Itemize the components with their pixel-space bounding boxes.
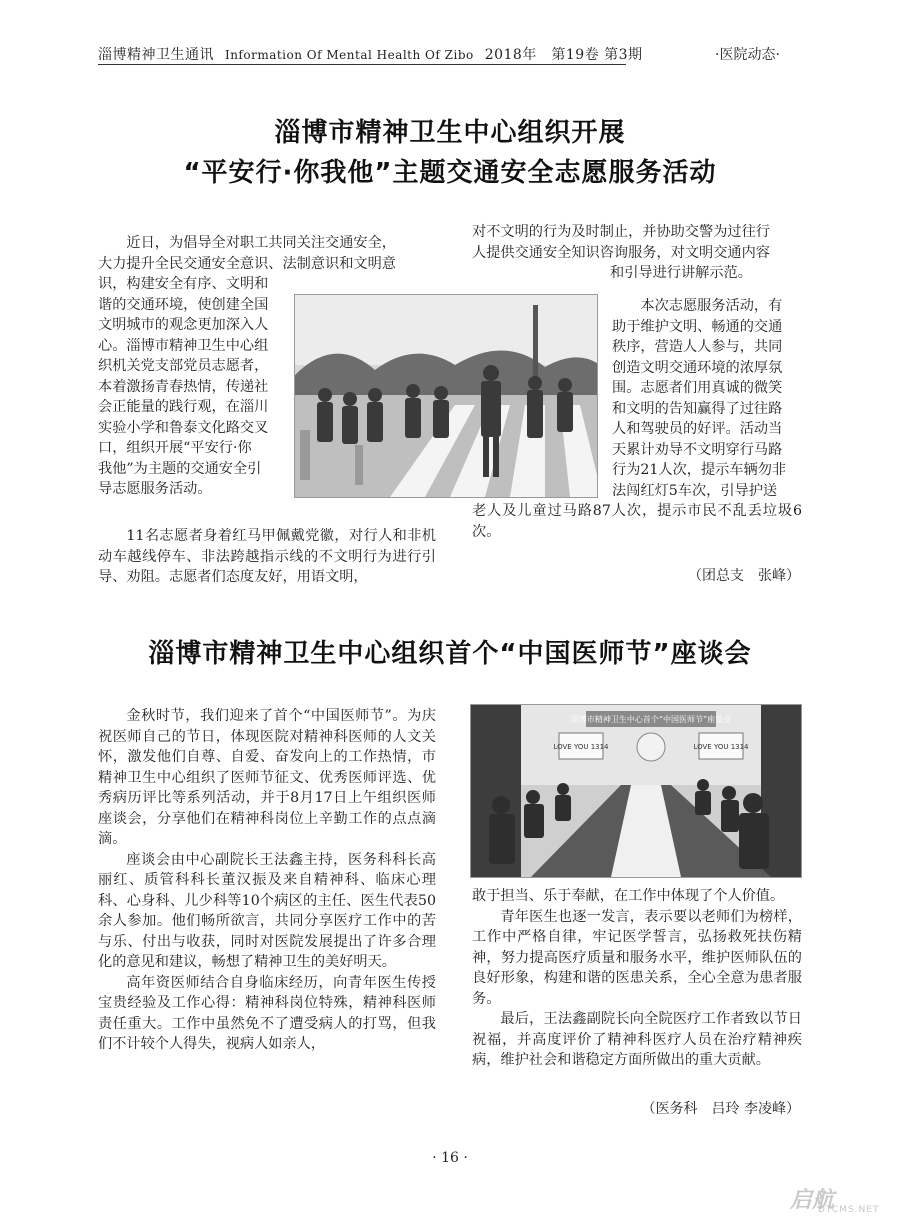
article1-text-line: 人和驾驶员的好评。活动当 [612, 421, 783, 437]
volunteers-crosswalk-photo [294, 294, 598, 498]
header-rule [98, 64, 626, 65]
article1-text-line: 织机关党支部党员志愿者， [98, 358, 269, 374]
article2-paragraph: 金秋时节，我们迎来了首个“中国医师节”。为庆祝医师自己的节日，体现医院对精神科医师的人文关怀，激发他们自尊、自爱、奋发向上的工作热情，市精神卫生中心组织了医师节征文、优秀医师评选、优秀病历评比等系列活动，并于8月17日上午组织医师座谈会，分享他们在精神科岗位上辛勤工作的点点滴滴。 [98, 708, 436, 847]
article1-text-line: 本次志愿服务活动，有 [640, 298, 783, 314]
article1-wrap-column [98, 274, 293, 500]
article1-text-line: 大力提升全民交通安全意识、法制意识和文明意 [98, 255, 396, 272]
article1-text-line: 谐的交通环境，使创建全国 [98, 296, 269, 313]
journal-header [98, 44, 643, 64]
article1-text-line: 行为21人次，提示车辆勿非 [612, 462, 787, 478]
article2-paragraph: 最后，王法鑫副院长向全院医疗工作者致以节日祝福，并高度评价了精神科医疗人员在治疗精神疾病，维护社会和谐稳定方面所做出的重大贡献。 [472, 1011, 802, 1068]
page-number: · 16 · [432, 1150, 468, 1166]
journal-name: 淄博精神卫生通讯 [98, 47, 214, 63]
article1-text-line: 心。淄博市精神卫生中心组 [98, 337, 269, 354]
article2-left-column [98, 706, 436, 1055]
article1-text-line: 天累计劝导不文明穿行马路 [612, 441, 783, 458]
article1-right-wrap [612, 296, 802, 501]
photo-sign-left: LOVE YOU 1314 [553, 743, 609, 751]
article1-title-line1: 淄博市精神卫生中心组织开展 [274, 118, 626, 148]
article1-text-line: 老人及儿童过马路87人次，提示市民不乱丢垃圾6次。 [472, 503, 802, 540]
article2-right-column [472, 886, 802, 1071]
article1-text-line: 实验小学和鲁泰文化路交叉 [98, 419, 269, 436]
article1-text-line: 创造文明交通环境的浓厚氛 [612, 359, 783, 376]
article1-text-line: 法闯红灯5车次，引导护送 [612, 482, 778, 499]
journal-name-en: Information Of Mental Health Of Zibo [224, 48, 474, 62]
article1-right-end [472, 501, 802, 542]
article1-text-line: 会正能量的践行观，在淄川 [98, 399, 269, 415]
article1-signature: （团总支 张峰） [688, 568, 800, 584]
article1-text-line: 对不文明的行为及时制止，并协助交警为过往行 [472, 224, 770, 240]
article1-paragraph-2 [98, 526, 436, 588]
article1-text-line: 和文明的告知赢得了过往路 [612, 400, 783, 417]
article1-text-line: 助于维护文明、畅通的交通 [612, 318, 783, 335]
section-label: ·医院动态· [715, 47, 780, 63]
watermark-logo: 启航 [790, 1188, 835, 1213]
article1-text-line: 口，组织开展“平安行·你 [98, 440, 252, 456]
article2-paragraph: 高年资医师结合自身临床经历，向青年医生传授宝贵经验及工作心得：精神科岗位特殊，精神科医师责任重大。工作中虽然免不了遭受病人的打骂，但我们不计较个人得失，视病人如亲人， [98, 974, 436, 1052]
article1-text-line: 本着激扬青春热情，传递社 [98, 378, 269, 395]
watermark-logo-sub: DTCMS.NET [818, 1205, 880, 1215]
photo-sign-right: LOVE YOU 1314 [693, 743, 749, 751]
article1-text-line: 我他”为主题的交通安全引 [98, 460, 262, 477]
article2-paragraph: 青年医生也逐一发言，表示要以老师们为榜样，工作中严格自律，牢记医学誓言，弘扬救死扶伤精神，努力提高医疗质量和服务水平，维护医师队伍的良好形象，构建和谐的医患关系，全心全意为患者服务。 [472, 908, 802, 1007]
article1-text-line: 识，构建安全有序、文明和 [98, 276, 269, 292]
article1-text-line: 导志愿服务活动。 [98, 481, 212, 497]
article1-left-column [98, 233, 436, 274]
article2-paragraph: 座谈会由中心副院长王法鑫主持，医务科科长高丽红、质管科科长董汉振及来自精神科、临床心理科、心身科、儿少科等10个病区的主任、医生代表50余人参加。他们畅所欲言，共同分享医疗工作中的苦与乐、付出与收获，同时对医院发展提出了许多合理化的意见和建议，畅想了精神卫生的美好明天。 [98, 851, 436, 970]
article2-text-line: 敢于担当、乐于奉献，在工作中体现了个人价值。 [472, 888, 785, 904]
article1-right-column [472, 222, 802, 284]
article2-signature: （医务科 吕玲 李凌峰） [641, 1101, 800, 1117]
article2-title: 淄博市精神卫生中心组织首个“中国医师节”座谈会 [148, 639, 752, 669]
article1-text-line: 和引导进行讲解示范。 [610, 265, 752, 281]
article1-paragraph: 11名志愿者身着红马甲佩戴党徽，对行人和非机动车越线停车、非法跨越指示线的不文明行为进行引导、劝阻。志愿者们态度友好，用语文明， [98, 528, 436, 585]
meeting-room-photo [470, 704, 802, 878]
article1-title-line2: “平安行·你我他”主题交通安全志愿服务活动 [183, 158, 717, 188]
issue-info: 2018年 第19卷 第3期 [484, 47, 643, 63]
article1-text-line: 文明城市的观念更加深入人 [98, 317, 269, 333]
article1-text-line: 人提供交通安全知识咨询服务，对文明交通内容 [472, 244, 770, 261]
article1-text-line: 近日，为倡导全对职工共同关注交通安全， [126, 235, 396, 251]
photo-illustration [295, 295, 597, 497]
photo-banner-text: 淄博市精神卫生中心首个“中国医师节”座谈会 [570, 715, 732, 724]
article1-text-line: 秩序，营造人人参与，共同 [612, 339, 783, 355]
photo-illustration [471, 705, 801, 877]
article1-text-line: 围。志愿者们用真诚的微笑 [612, 380, 783, 396]
